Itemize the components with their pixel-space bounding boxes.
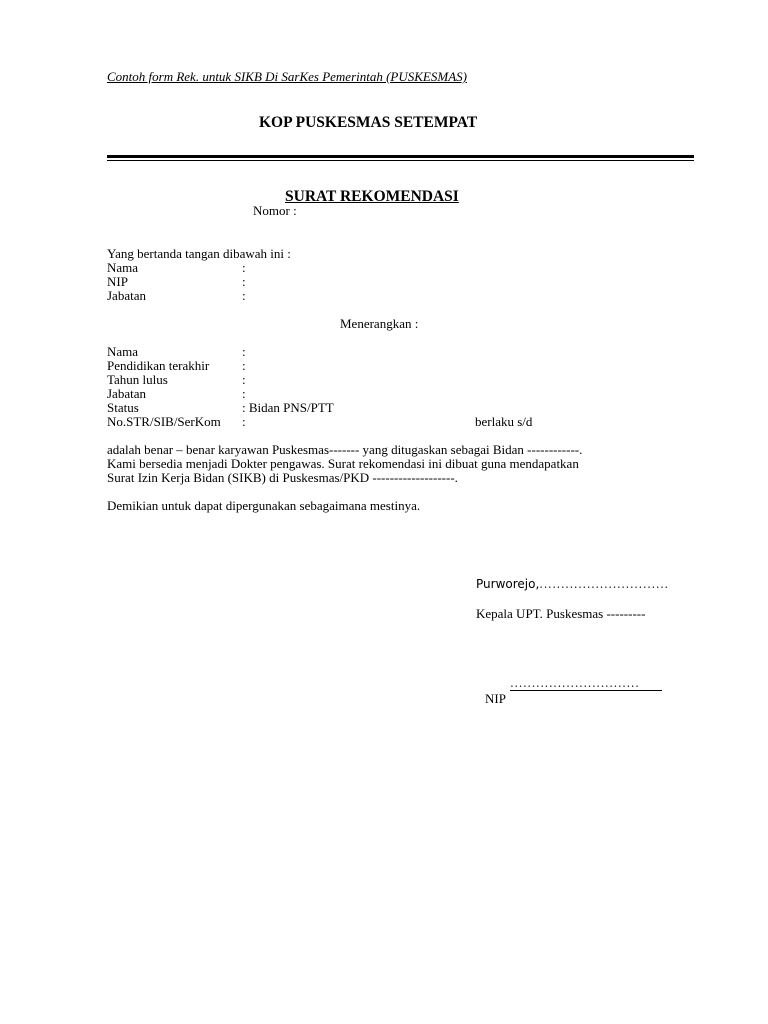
letterhead-rule-thin — [107, 160, 694, 161]
subject-str-value: : — [242, 414, 246, 429]
subject-education-value: : — [242, 358, 246, 373]
signer-jabatan-value: : — [242, 288, 246, 303]
signature-position: Kepala UPT. Puskesmas --------- — [476, 606, 646, 621]
valid-until-label: berlaku s/d — [475, 414, 533, 429]
signature-nip-label: NIP — [485, 691, 506, 706]
letterhead-rule-thick — [107, 155, 694, 158]
document-number: Nomor : — [253, 203, 297, 218]
body-line-2: Kami bersedia menjadi Dokter pengawas. Surat rekomendasi ini dibuat guna mendapatkan — [107, 456, 579, 471]
signer-intro: Yang bertanda tangan dibawah ini : — [107, 246, 291, 261]
closing-statement: Demikian untuk dapat dipergunakan sebagaimana mestinya. — [107, 498, 421, 513]
signer-nip-value: : — [242, 274, 246, 289]
body-line-1: adalah benar – benar karyawan Puskesmas------- yang ditugaskan sebagai Bidan ------------. — [107, 442, 583, 457]
subject-jabatan-value: : — [242, 386, 246, 401]
document-title: SURAT REKOMENDASI — [285, 188, 459, 205]
subject-str-label: No.STR/SIB/SerKom — [107, 414, 221, 429]
menerangkan-heading: Menerangkan : — [340, 316, 419, 331]
body-line-3: Surat Izin Kerja Bidan (SIKB) di Puskesmas/PKD -------------------. — [107, 470, 458, 485]
signature-name-dots: .............................. — [510, 676, 640, 690]
signer-jabatan-label: Jabatan — [107, 288, 146, 303]
subject-name-value: : — [242, 344, 246, 359]
signer-name-label: Nama — [107, 260, 139, 275]
signature-place-date — [476, 577, 669, 591]
signature-date-dots: .............................. — [539, 577, 669, 591]
subject-name-label: Nama — [107, 344, 139, 359]
signature-place: Purworejo, — [476, 577, 540, 591]
subject-education-label: Pendidikan terakhir — [107, 358, 210, 373]
subject-jabatan-label: Jabatan — [107, 386, 146, 401]
subject-status-value: : Bidan PNS/PTT — [242, 400, 334, 415]
subject-graduation-label: Tahun lulus — [107, 372, 168, 387]
signer-name-value: : — [242, 260, 246, 275]
subject-status-label: Status — [107, 400, 139, 415]
form-caption: Contoh form Rek. untuk SIKB Di SarKes Pemerintah (PUSKESMAS) — [107, 69, 467, 84]
subject-graduation-value: : — [242, 372, 246, 387]
letterhead-title: KOP PUSKESMAS SETEMPAT — [259, 114, 478, 131]
signer-nip-label: NIP — [107, 274, 128, 289]
signature-line — [510, 690, 662, 691]
